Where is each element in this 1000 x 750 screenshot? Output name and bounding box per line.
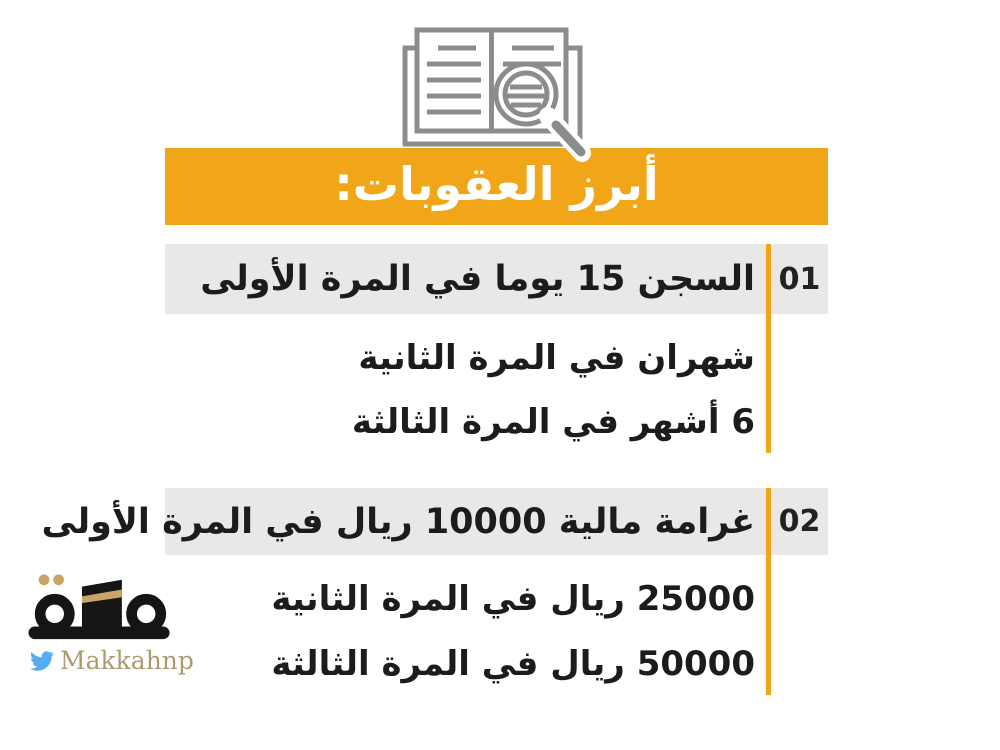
item-sublines bbox=[173, 567, 755, 697]
item-number: 01 bbox=[778, 261, 821, 297]
item-headline: السجن 15 يوما في المرة الأولى bbox=[200, 259, 755, 299]
item-sublines bbox=[173, 326, 755, 454]
logo-wordmark-icon bbox=[28, 572, 170, 644]
makkah-logo bbox=[28, 572, 194, 675]
subline: 6 أشهر في المرة الثالثة bbox=[351, 402, 755, 442]
page-title: أبرز العقوبات: bbox=[334, 156, 659, 211]
twitter-handle: Makkahnp bbox=[60, 646, 194, 675]
penalty-item-1 bbox=[165, 244, 828, 453]
book-icon-svg bbox=[398, 16, 598, 166]
subline: شهران في المرة الثانية bbox=[358, 338, 755, 378]
open-book-magnifier-icon bbox=[398, 16, 598, 166]
subline: 25000 ريال في المرة الثانية bbox=[271, 579, 755, 619]
subline: 50000 ريال في المرة الثالثة bbox=[271, 644, 755, 684]
item-number: 02 bbox=[778, 504, 821, 539]
twitter-bird-icon bbox=[30, 649, 54, 673]
logo-twitter-row bbox=[30, 646, 194, 675]
item-headline: غرامة مالية 10000 ريال في المرة الأولى bbox=[41, 501, 755, 542]
